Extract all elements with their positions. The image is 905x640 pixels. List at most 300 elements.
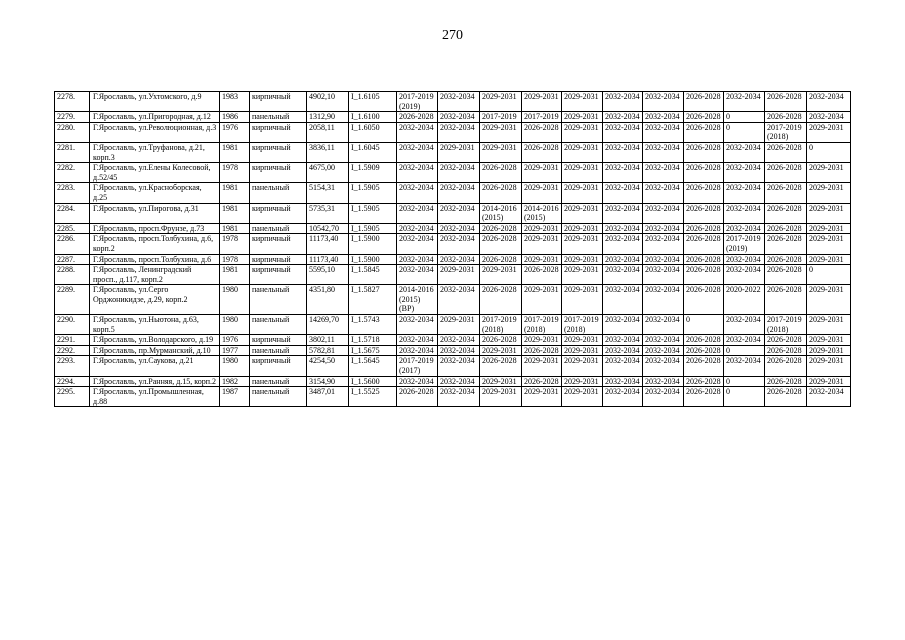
cell-period-2: 2032-2034	[438, 112, 480, 123]
cell-period-6: 2032-2034	[603, 163, 643, 183]
cell-rank-code: I_1.5718	[349, 335, 397, 346]
cell-period-4: 2029-2031	[522, 163, 562, 183]
cell-period-5: 2017-2019 (2018)	[562, 315, 603, 335]
cell-period-4: 2029-2031	[522, 387, 562, 407]
cell-year-built: 1981	[220, 203, 250, 223]
cell-period-6: 2032-2034	[603, 265, 643, 285]
cell-rank-code: I_1.5909	[349, 163, 397, 183]
cell-period-11: 2032-2034	[807, 92, 851, 112]
cell-period-11: 2029-2031	[807, 345, 851, 356]
table-row	[55, 163, 851, 183]
cell-period-9: 0	[724, 122, 765, 142]
cell-area: 3836,11	[307, 142, 349, 162]
cell-area: 5595,10	[307, 265, 349, 285]
cell-period-5: 2029-2031	[562, 112, 603, 123]
cell-period-9: 2017-2019 (2019)	[724, 234, 765, 254]
cell-period-8: 2026-2028	[684, 387, 724, 407]
cell-period-4: 2029-2031	[522, 223, 562, 234]
cell-period-2: 2032-2034	[438, 223, 480, 234]
cell-period-1: 2017-2019 (2017)	[397, 356, 438, 376]
cell-period-11: 2029-2031	[807, 285, 851, 315]
cell-period-7: 2032-2034	[643, 223, 684, 234]
cell-period-7: 2032-2034	[643, 285, 684, 315]
cell-period-1: 2032-2034	[397, 163, 438, 183]
cell-wall-material: панельный	[250, 112, 307, 123]
cell-area: 11173,40	[307, 254, 349, 265]
cell-period-9: 0	[724, 345, 765, 356]
cell-period-7: 2032-2034	[643, 234, 684, 254]
cell-period-1: 2032-2034	[397, 223, 438, 234]
cell-rank-code: I_1.5827	[349, 285, 397, 315]
cell-period-10: 2017-2019 (2018)	[765, 315, 807, 335]
cell-period-3: 2026-2028	[480, 234, 522, 254]
cell-period-2: 2032-2034	[438, 234, 480, 254]
cell-period-7: 2032-2034	[643, 122, 684, 142]
cell-year-built: 1981	[220, 265, 250, 285]
cell-period-8: 2026-2028	[684, 265, 724, 285]
cell-row-number: 2289.	[55, 285, 90, 315]
cell-address: Г.Ярославль, ул.Ранняя, д.15, корп.2	[90, 376, 220, 387]
cell-period-10: 2026-2028	[765, 112, 807, 123]
cell-period-1: 2026-2028	[397, 387, 438, 407]
table-row	[55, 376, 851, 387]
cell-period-10: 2026-2028	[765, 223, 807, 234]
cell-period-8: 2026-2028	[684, 345, 724, 356]
cell-year-built: 1977	[220, 345, 250, 356]
cell-period-2: 2032-2034	[438, 356, 480, 376]
cell-period-9: 2020-2022	[724, 285, 765, 315]
cell-period-7: 2032-2034	[643, 356, 684, 376]
cell-period-7: 2032-2034	[643, 163, 684, 183]
buildings-table	[54, 91, 851, 407]
cell-wall-material: панельный	[250, 376, 307, 387]
cell-rank-code: I_1.6045	[349, 142, 397, 162]
cell-row-number: 2278.	[55, 92, 90, 112]
cell-year-built: 1981	[220, 223, 250, 234]
cell-period-9: 2032-2034	[724, 163, 765, 183]
cell-period-6: 2032-2034	[603, 234, 643, 254]
table-row	[55, 356, 851, 376]
cell-rank-code: I_1.5845	[349, 265, 397, 285]
cell-period-11: 2029-2031	[807, 122, 851, 142]
cell-period-8: 2026-2028	[684, 142, 724, 162]
table-row	[55, 285, 851, 315]
cell-period-7: 2032-2034	[643, 345, 684, 356]
cell-period-10: 2026-2028	[765, 265, 807, 285]
cell-period-4: 2029-2031	[522, 92, 562, 112]
cell-period-5: 2029-2031	[562, 122, 603, 142]
cell-address: Г.Ярославль, ул.Серго Орджоникидзе, д.29, корп.2	[90, 285, 220, 315]
cell-period-10: 2026-2028	[765, 285, 807, 315]
cell-period-11: 2029-2031	[807, 183, 851, 203]
cell-period-1: 2032-2034	[397, 203, 438, 223]
cell-period-6: 2032-2034	[603, 285, 643, 315]
cell-period-2: 2032-2034	[438, 183, 480, 203]
cell-area: 3154,90	[307, 376, 349, 387]
cell-period-6: 2032-2034	[603, 92, 643, 112]
cell-period-4: 2029-2031	[522, 183, 562, 203]
cell-row-number: 2280.	[55, 122, 90, 142]
cell-address: Г.Ярославль, ул.Саукова, д.21	[90, 356, 220, 376]
cell-period-6: 2032-2034	[603, 203, 643, 223]
cell-period-8: 2026-2028	[684, 285, 724, 315]
cell-period-3: 2029-2031	[480, 122, 522, 142]
cell-period-3: 2026-2028	[480, 285, 522, 315]
cell-wall-material: панельный	[250, 345, 307, 356]
cell-period-10: 2026-2028	[765, 335, 807, 346]
cell-wall-material: кирпичный	[250, 234, 307, 254]
cell-period-8: 2026-2028	[684, 356, 724, 376]
cell-period-5: 2029-2031	[562, 92, 603, 112]
cell-period-9: 2032-2034	[724, 265, 765, 285]
cell-period-1: 2017-2019 (2019)	[397, 92, 438, 112]
cell-period-5: 2029-2031	[562, 387, 603, 407]
cell-address: Г.Ярославль, ул.Володарского, д.19	[90, 335, 220, 346]
table-row	[55, 223, 851, 234]
cell-period-8: 2026-2028	[684, 183, 724, 203]
cell-period-9: 0	[724, 112, 765, 123]
cell-period-10: 2026-2028	[765, 345, 807, 356]
cell-area: 4902,10	[307, 92, 349, 112]
cell-row-number: 2283.	[55, 183, 90, 203]
cell-period-8: 2026-2028	[684, 122, 724, 142]
table-row	[55, 112, 851, 123]
cell-period-10: 2026-2028	[765, 163, 807, 183]
cell-rank-code: I_1.5645	[349, 356, 397, 376]
cell-area: 3802,11	[307, 335, 349, 346]
cell-period-1: 2032-2034	[397, 122, 438, 142]
cell-row-number: 2286.	[55, 234, 90, 254]
cell-period-9: 2032-2034	[724, 183, 765, 203]
table-row	[55, 315, 851, 335]
cell-period-2: 2032-2034	[438, 335, 480, 346]
cell-period-1: 2032-2034	[397, 376, 438, 387]
cell-period-9: 0	[724, 376, 765, 387]
cell-address: Г.Ярославль, ул.Ньютона, д.63, корп.5	[90, 315, 220, 335]
cell-period-5: 2029-2031	[562, 285, 603, 315]
cell-year-built: 1980	[220, 356, 250, 376]
cell-period-10: 2017-2019 (2018)	[765, 122, 807, 142]
cell-period-11: 2029-2031	[807, 234, 851, 254]
table-row	[55, 345, 851, 356]
cell-period-5: 2029-2031	[562, 142, 603, 162]
cell-period-1: 2026-2028	[397, 112, 438, 123]
cell-period-2: 2032-2034	[438, 285, 480, 315]
cell-wall-material: панельный	[250, 315, 307, 335]
cell-period-7: 2032-2034	[643, 387, 684, 407]
cell-address: Г.Ярославль, просп.Фрунзе, д.73	[90, 223, 220, 234]
cell-wall-material: кирпичный	[250, 265, 307, 285]
cell-period-3: 2029-2031	[480, 376, 522, 387]
table-row	[55, 254, 851, 265]
cell-area: 3487,01	[307, 387, 349, 407]
cell-period-2: 2029-2031	[438, 265, 480, 285]
cell-address: Г.Ярославль, Ленинградский просп., д.117, корп.2	[90, 265, 220, 285]
page-number: 270	[442, 28, 463, 43]
cell-period-2: 2032-2034	[438, 376, 480, 387]
cell-period-5: 2029-2031	[562, 203, 603, 223]
cell-period-11: 2032-2034	[807, 387, 851, 407]
cell-period-10: 2026-2028	[765, 92, 807, 112]
cell-period-6: 2032-2034	[603, 335, 643, 346]
cell-rank-code: I_1.5905	[349, 203, 397, 223]
cell-period-2: 2032-2034	[438, 254, 480, 265]
cell-period-3: 2029-2031	[480, 387, 522, 407]
cell-period-8: 2026-2028	[684, 234, 724, 254]
cell-period-6: 2032-2034	[603, 376, 643, 387]
cell-period-6: 2032-2034	[603, 345, 643, 356]
cell-period-7: 2032-2034	[643, 376, 684, 387]
cell-period-7: 2032-2034	[643, 183, 684, 203]
cell-period-9: 2032-2034	[724, 315, 765, 335]
cell-period-7: 2032-2034	[643, 315, 684, 335]
cell-address: Г.Ярославль, ул.Пирогова, д.31	[90, 203, 220, 223]
cell-row-number: 2294.	[55, 376, 90, 387]
cell-period-11: 2029-2031	[807, 376, 851, 387]
cell-period-6: 2032-2034	[603, 223, 643, 234]
cell-period-11: 2029-2031	[807, 223, 851, 234]
cell-address: Г.Ярославль, ул.Ухтомского, д.9	[90, 92, 220, 112]
cell-period-10: 2026-2028	[765, 387, 807, 407]
cell-period-4: 2029-2031	[522, 285, 562, 315]
cell-period-6: 2032-2034	[603, 183, 643, 203]
cell-period-9: 2032-2034	[724, 254, 765, 265]
cell-period-2: 2032-2034	[438, 163, 480, 183]
cell-period-4: 2014-2016 (2015)	[522, 203, 562, 223]
cell-wall-material: кирпичный	[250, 254, 307, 265]
cell-period-11: 2029-2031	[807, 254, 851, 265]
cell-period-9: 2032-2034	[724, 92, 765, 112]
cell-period-10: 2026-2028	[765, 142, 807, 162]
cell-row-number: 2285.	[55, 223, 90, 234]
cell-address: Г.Ярославль, просп.Толбухина, д.6, корп.2	[90, 234, 220, 254]
cell-period-4: 2029-2031	[522, 335, 562, 346]
cell-area: 5782,81	[307, 345, 349, 356]
cell-period-8: 2026-2028	[684, 376, 724, 387]
cell-period-4: 2029-2031	[522, 234, 562, 254]
cell-year-built: 1983	[220, 92, 250, 112]
cell-period-3: 2029-2031	[480, 265, 522, 285]
cell-period-5: 2029-2031	[562, 223, 603, 234]
cell-period-11: 0	[807, 265, 851, 285]
cell-wall-material: кирпичный	[250, 356, 307, 376]
cell-period-1: 2032-2034	[397, 142, 438, 162]
table-row	[55, 234, 851, 254]
table-row	[55, 265, 851, 285]
cell-area: 4675,00	[307, 163, 349, 183]
cell-row-number: 2284.	[55, 203, 90, 223]
cell-period-4: 2026-2028	[522, 376, 562, 387]
cell-period-9: 2032-2034	[724, 203, 765, 223]
cell-period-11: 2029-2031	[807, 335, 851, 346]
cell-rank-code: I_1.5905	[349, 183, 397, 203]
table-row	[55, 203, 851, 223]
cell-period-8: 2026-2028	[684, 163, 724, 183]
cell-wall-material: кирпичный	[250, 142, 307, 162]
cell-wall-material: панельный	[250, 387, 307, 407]
cell-period-1: 2032-2034	[397, 183, 438, 203]
cell-row-number: 2288.	[55, 265, 90, 285]
cell-period-1: 2032-2034	[397, 265, 438, 285]
cell-period-8: 2026-2028	[684, 203, 724, 223]
cell-period-5: 2029-2031	[562, 234, 603, 254]
cell-period-7: 2032-2034	[643, 335, 684, 346]
cell-period-6: 2032-2034	[603, 315, 643, 335]
cell-row-number: 2287.	[55, 254, 90, 265]
cell-period-8: 0	[684, 315, 724, 335]
cell-period-7: 2032-2034	[643, 142, 684, 162]
cell-period-3: 2029-2031	[480, 92, 522, 112]
cell-rank-code: I_1.5743	[349, 315, 397, 335]
cell-period-1: 2032-2034	[397, 315, 438, 335]
cell-period-3: 2017-2019 (2018)	[480, 315, 522, 335]
cell-period-1: 2032-2034	[397, 335, 438, 346]
table-row	[55, 335, 851, 346]
cell-area: 14269,70	[307, 315, 349, 335]
cell-area: 10542,70	[307, 223, 349, 234]
cell-period-3: 2026-2028	[480, 356, 522, 376]
cell-year-built: 1987	[220, 387, 250, 407]
cell-period-2: 2032-2034	[438, 203, 480, 223]
cell-period-9: 0	[724, 387, 765, 407]
cell-wall-material: кирпичный	[250, 122, 307, 142]
cell-row-number: 2292.	[55, 345, 90, 356]
cell-period-6: 2032-2034	[603, 112, 643, 123]
table-row	[55, 387, 851, 407]
cell-rank-code: I_1.5900	[349, 254, 397, 265]
cell-period-3: 2026-2028	[480, 163, 522, 183]
cell-address: Г.Ярославль, пр.Мурманский, д.10	[90, 345, 220, 356]
cell-period-1: 2032-2034	[397, 254, 438, 265]
cell-period-5: 2029-2031	[562, 376, 603, 387]
cell-period-5: 2029-2031	[562, 345, 603, 356]
cell-address: Г.Ярославль, просп.Толбухина, д.6	[90, 254, 220, 265]
cell-period-11: 2029-2031	[807, 315, 851, 335]
cell-period-7: 2032-2034	[643, 112, 684, 123]
cell-wall-material: кирпичный	[250, 203, 307, 223]
cell-year-built: 1986	[220, 112, 250, 123]
cell-year-built: 1976	[220, 335, 250, 346]
cell-period-3: 2026-2028	[480, 254, 522, 265]
cell-area: 5735,31	[307, 203, 349, 223]
cell-period-1: 2014-2016 (2015) (ВР)	[397, 285, 438, 315]
cell-wall-material: панельный	[250, 223, 307, 234]
cell-period-7: 2032-2034	[643, 254, 684, 265]
cell-period-5: 2029-2031	[562, 254, 603, 265]
cell-period-3: 2026-2028	[480, 335, 522, 346]
cell-period-5: 2029-2031	[562, 183, 603, 203]
cell-wall-material: панельный	[250, 183, 307, 203]
cell-period-1: 2032-2034	[397, 345, 438, 356]
cell-period-8: 2026-2028	[684, 112, 724, 123]
cell-wall-material: кирпичный	[250, 335, 307, 346]
cell-year-built: 1981	[220, 142, 250, 162]
cell-address: Г.Ярославль, ул.Промышленная, д.88	[90, 387, 220, 407]
cell-address: Г.Ярославль, ул.Революционная, д.3	[90, 122, 220, 142]
cell-row-number: 2279.	[55, 112, 90, 123]
cell-rank-code: I_1.5525	[349, 387, 397, 407]
cell-period-7: 2032-2034	[643, 203, 684, 223]
cell-period-4: 2029-2031	[522, 356, 562, 376]
cell-year-built: 1978	[220, 163, 250, 183]
cell-period-8: 2026-2028	[684, 335, 724, 346]
cell-rank-code: I_1.5905	[349, 223, 397, 234]
cell-period-9: 2032-2034	[724, 223, 765, 234]
cell-period-11: 2029-2031	[807, 356, 851, 376]
cell-period-5: 2029-2031	[562, 265, 603, 285]
cell-area: 5154,31	[307, 183, 349, 203]
cell-rank-code: I_1.6050	[349, 122, 397, 142]
cell-period-4: 2017-2019 (2018)	[522, 315, 562, 335]
cell-address: Г.Ярославль, ул.Красноборская, д.25	[90, 183, 220, 203]
cell-period-4: 2026-2028	[522, 345, 562, 356]
cell-period-2: 2032-2034	[438, 122, 480, 142]
cell-period-2: 2029-2031	[438, 142, 480, 162]
cell-year-built: 1978	[220, 254, 250, 265]
cell-row-number: 2291.	[55, 335, 90, 346]
cell-period-10: 2026-2028	[765, 203, 807, 223]
cell-period-4: 2017-2019	[522, 112, 562, 123]
cell-period-4: 2026-2028	[522, 122, 562, 142]
cell-period-9: 2032-2034	[724, 356, 765, 376]
cell-period-10: 2026-2028	[765, 183, 807, 203]
cell-period-6: 2032-2034	[603, 142, 643, 162]
cell-rank-code: I_1.6100	[349, 112, 397, 123]
cell-wall-material: панельный	[250, 285, 307, 315]
cell-period-3: 2029-2031	[480, 142, 522, 162]
cell-period-6: 2032-2034	[603, 254, 643, 265]
cell-year-built: 1978	[220, 234, 250, 254]
cell-period-7: 2032-2034	[643, 265, 684, 285]
cell-year-built: 1982	[220, 376, 250, 387]
cell-period-9: 2032-2034	[724, 142, 765, 162]
cell-rank-code: I_1.5675	[349, 345, 397, 356]
cell-period-10: 2026-2028	[765, 356, 807, 376]
cell-rank-code: I_1.6105	[349, 92, 397, 112]
cell-period-6: 2032-2034	[603, 356, 643, 376]
table-row	[55, 142, 851, 162]
cell-row-number: 2282.	[55, 163, 90, 183]
cell-period-10: 2026-2028	[765, 376, 807, 387]
cell-period-2: 2032-2034	[438, 345, 480, 356]
cell-period-6: 2032-2034	[603, 122, 643, 142]
cell-period-3: 2017-2019	[480, 112, 522, 123]
cell-row-number: 2293.	[55, 356, 90, 376]
cell-period-2: 2032-2034	[438, 92, 480, 112]
cell-period-8: 2026-2028	[684, 223, 724, 234]
cell-rank-code: I_1.5600	[349, 376, 397, 387]
cell-period-11: 2032-2034	[807, 112, 851, 123]
table-row	[55, 122, 851, 142]
cell-period-11: 2029-2031	[807, 203, 851, 223]
cell-period-8: 2026-2028	[684, 254, 724, 265]
cell-year-built: 1981	[220, 183, 250, 203]
cell-area: 4351,80	[307, 285, 349, 315]
cell-address: Г.Ярославль, ул.Елены Колесовой, д.52/45	[90, 163, 220, 183]
cell-row-number: 2281.	[55, 142, 90, 162]
cell-rank-code: I_1.5900	[349, 234, 397, 254]
cell-period-9: 2032-2034	[724, 335, 765, 346]
cell-year-built: 1980	[220, 315, 250, 335]
cell-period-11: 0	[807, 142, 851, 162]
table-row	[55, 183, 851, 203]
cell-period-3: 2026-2028	[480, 223, 522, 234]
cell-period-1: 2032-2034	[397, 234, 438, 254]
cell-area: 2058,11	[307, 122, 349, 142]
table-row	[55, 92, 851, 112]
cell-year-built: 1976	[220, 122, 250, 142]
cell-year-built: 1980	[220, 285, 250, 315]
